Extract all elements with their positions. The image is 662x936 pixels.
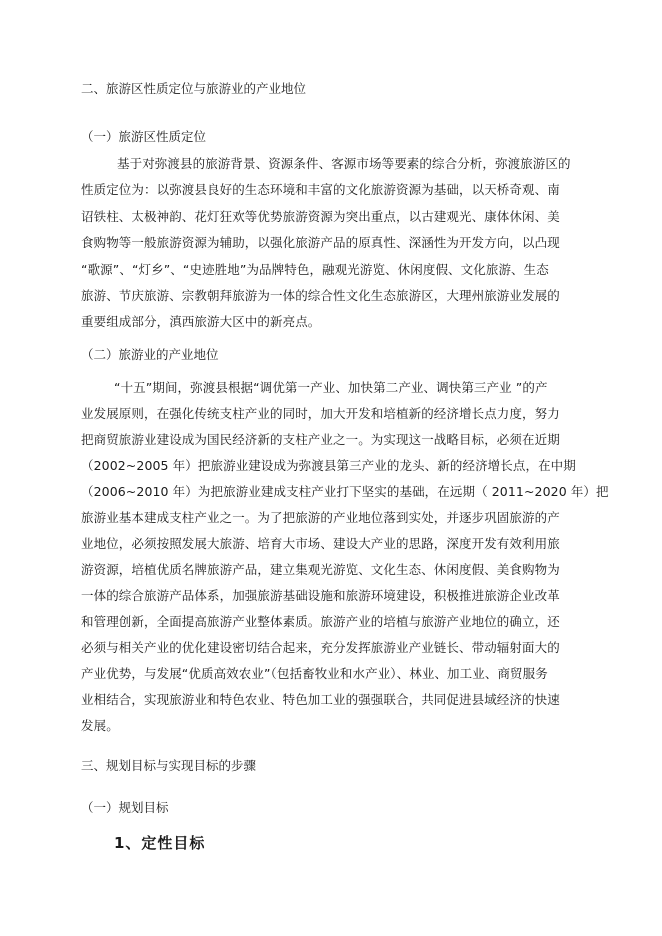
subsection-heading-nature: （一）旅游区性质定位: [81, 129, 207, 144]
paragraph-line: 诏铁柱、太极神韵、花灯狂欢等优势旅游资源为突出重点，以古建观光、康体休闲、美: [81, 209, 560, 224]
paragraph-line: 发展。: [81, 718, 119, 733]
paragraph-line: （2006~2010 年）为把旅游业建成支柱产业打下坚实的基础，在远期（ 2011~2020 年）把: [81, 484, 609, 499]
section-heading-tourism-position: 二、旅游区性质定位与旅游业的产业地位: [81, 81, 307, 96]
paragraph-line: 业相结合，实现旅游业和特色农业、特色加工业的强强联合，共同促进县域经济的快速: [81, 692, 560, 707]
paragraph-line: 旅游、节庆旅游、宗教朝拜旅游为一体的综合性文化生态旅游区，大理州旅游业发展的: [81, 288, 560, 303]
paragraph-line: “歌源”、“灯乡”、“史迹胜地”为品牌特色，融观光游览、休闲度假、文化旅游、生态: [81, 262, 549, 277]
paragraph-line: 和管理创新，全面提高旅游产业整体素质。旅游产业的培植与旅游产业地位的确立，还: [81, 614, 560, 629]
paragraph-line: （2002~2005 年）把旅游业建设成为弥渡县第三产业的龙头、新的经济增长点，在中期: [81, 458, 576, 473]
paragraph-line: 必须与相关产业的优化建设密切结合起来，充分发挥旅游业产业链长、带动辐射面大的: [81, 640, 560, 655]
paragraph-line: 基于对弥渡县的旅游背景、资源条件、客源市场等要素的综合分析，弥渡旅游区的: [117, 156, 571, 171]
paragraph-line: 旅游业基本建成支柱产业之一。为了把旅游的产业地位落到实处，并逐步巩固旅游的产: [81, 510, 560, 525]
paragraph-line: 性质定位为：以弥渡县良好的生态环境和丰富的文化旅游资源为基础，以天桥奇观、南: [81, 182, 560, 197]
subsection-heading-industry: （二）旅游业的产业地位: [81, 347, 219, 362]
subsubsection-heading-qualitative: 1、定性目标: [114, 834, 206, 852]
paragraph-line: “十五”期间，弥渡县根据“调优第一产业、加快第二产业、调快第三产业 ”的产: [114, 380, 548, 395]
subsection-heading-goals: （一）规划目标: [81, 800, 169, 815]
paragraph-line: 一体的综合旅游产品体系，加强旅游基础设施和旅游环境建设，积极推进旅游企业改革: [81, 588, 560, 603]
section-heading-goals: 三、规划目标与实现目标的步骤: [81, 758, 257, 773]
paragraph-line: 食购物等一般旅游资源为辅助，以强化旅游产品的原真性、深涵性为开发方向，以凸现: [81, 235, 560, 250]
paragraph-line: 重要组成部分，滇西旅游大区中的新亮点。: [81, 314, 321, 329]
paragraph-line: 产业优势，与发展“优质高效农业”（包括畜牧业和水产业）、林业、加工业、商贸服务: [81, 666, 548, 681]
paragraph-line: 业地位，必须按照发展大旅游、培育大市场、建设大产业的思路，深度开发有效利用旅: [81, 536, 560, 551]
paragraph-line: 业发展原则，在强化传统支柱产业的同时，加大开发和培植新的经济增长点力度，努力: [81, 406, 560, 421]
paragraph-line: 把商贸旅游业建设成为国民经济新的支柱产业之一。为实现这一战略目标，必须在近期: [81, 432, 560, 447]
paragraph-line: 游资源，培植优质名牌旅游产品，建立集观光游览、文化生态、休闲度假、美食购物为: [81, 562, 560, 577]
